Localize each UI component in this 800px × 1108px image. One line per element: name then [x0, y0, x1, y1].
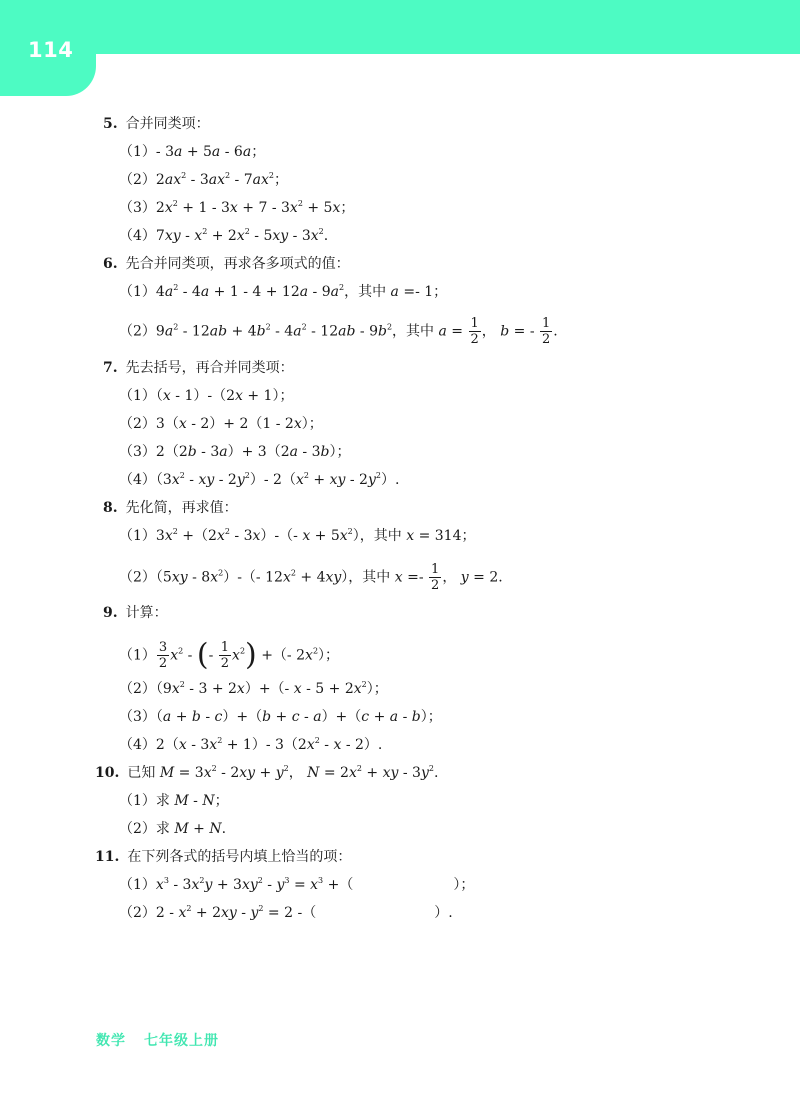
- header-band: [0, 0, 800, 54]
- question-9-part-4: $(4)2(x - 3x^2 + 1)-$ $3(2x^2$ - x - 2）.: [119, 736, 383, 753]
- question-7-part-3: （3）2（2b - 3a）+ 3（2a - 3b）；: [119, 444, 351, 460]
- question-5-part-3: $(3)2x^2 + 1 - 3x + 7 - 3x^2 + 5x$；: [119, 199, 355, 216]
- question-5-part-2: $(2)2ax^2 - 3ax^2 - 7ax^2$；: [119, 171, 288, 188]
- question-7-part-2: （2）3（x - 2）+ 2（1 - 2x）；: [119, 416, 323, 432]
- question-6-part-1: $(1)4a^2 - 4a + 1 - 4 + 12a - 9a^2$，其中 a =- 1；: [119, 283, 448, 300]
- question-9-part-3: （3）（a + b - c）+（b + c - a）+（c + a - b）；: [119, 709, 442, 725]
- fraction: $\frac{1}{2}$: [431, 562, 440, 593]
- page-number: 114: [28, 38, 74, 62]
- question-6-title: 6. 先合并同类项，再求各多项式的值：: [103, 256, 350, 272]
- question-9-part-2: $(2)(9x^2 - 3 + 2x)+(-$ $x - 5 + 2x^2$）；: [119, 680, 388, 697]
- question-8-title: 8. 先化简，再求值：: [103, 500, 238, 516]
- question-8-part-1: $(1)3x^2 +(2x^2 - 3x)-(-$ $x + 5x^2$），其中 x = 314；: [119, 527, 476, 544]
- fraction: $\frac{3}{2}$: [158, 640, 168, 671]
- question-9-part-1: （1） $\frac{3}{2}$ $x^2$ - (- $\frac{1}{2}$ $x^2$) +（- $2x^2$）；: [119, 637, 340, 673]
- fraction: $\frac{1}{2}$: [220, 640, 230, 671]
- question-7-part-4: $(4)(3x^2$ - xy - $2y^2)-$ $2(x^2$ + xy - $2y^2$）.: [119, 471, 400, 488]
- question-5-title: 5. 合并同类项：: [103, 116, 210, 132]
- question-7-part-1: （1）（x - 1）-（2x + 1）；: [119, 388, 294, 404]
- question-7-title: 7. 先去括号，再合并同类项：: [103, 360, 294, 376]
- question-5-part-1: （1）- 3a + 5a - 6a；: [119, 144, 266, 160]
- fraction: $\frac{1}{2}$: [542, 316, 551, 347]
- question-11-part-1: $(1)x^3 - 3x^2y + 3xy^2 - y^3 = x^3$ +（ ）；: [119, 876, 475, 893]
- question-11-part-2: $(2)2 - x^2 + 2xy - y^2 = 2$ -（ ）.: [119, 904, 453, 921]
- fraction: $\frac{1}{2}$: [470, 316, 479, 347]
- question-10-part-2: （2）求 M + N.: [119, 821, 227, 837]
- question-10-part-1: （1）求 M - N；: [119, 793, 229, 809]
- footer-book-title: 数学 七年级上册: [96, 1033, 219, 1049]
- question-8-part-2: $(2)(5xy - 8x^2)-(-$ $12x^2 + 4xy$），其中 x =- $\frac{1}{2}$ ， y = 2.: [119, 562, 503, 593]
- question-6-part-2: $(2)9a^2 - 12ab + 4b^2 - 4a^2 - 12ab - 9b^2$，其中 a = $\frac{1}{2}$ ， b = - $\frac{1}{2}$ .: [119, 316, 558, 347]
- question-9-title: 9. 计算：: [103, 605, 168, 621]
- question-10-title: 10. 已知 $M = 3x^2 - 2xy + y^2$， $N = 2x^2$ + xy - $3y^2$.: [95, 764, 439, 781]
- question-5-part-4: $(4)7xy - x^2 + 2x^2 - 5xy - 3x^2$.: [119, 227, 329, 244]
- page-tab: [0, 0, 96, 96]
- question-11-title: 11. 在下列各式的括号内填上恰当的项：: [95, 849, 352, 865]
